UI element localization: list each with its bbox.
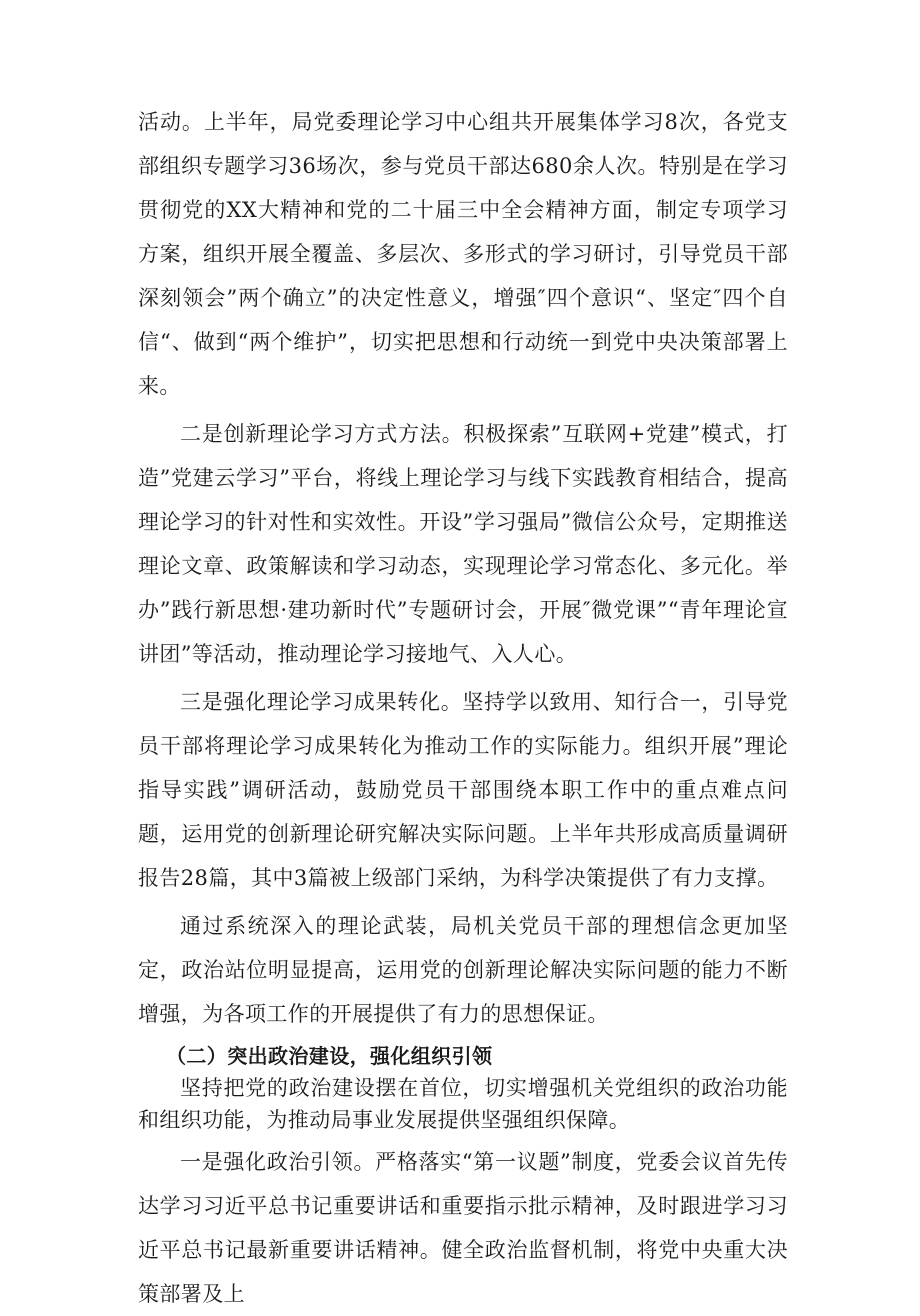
section-intro-paragraph: 坚持把党的政治建设摆在首位，切实增强机关党组织的政治功能和组织功能，为推动局事业发展提供坚强组织保障。 [138, 1076, 788, 1132]
paragraph-study-activities: 活动。上半年，局党委理论学习中心组共开展集体学习8次，各党支部组织专题学习36场次，参与党员干部达680余人次。特别是在学习贯彻党的XX大精神和党的二十届三中全会精神方面，制定专项学习方案，组织开展全覆盖、多层次、多形式的学习研讨，引导党员干部深刻领会”两个确立”的决定性意义，增强″四个意识“、坚定″四个自信“、做到“两个维护”，切实把思想和行动统一到党中央决策部署上来。 [138, 110, 788, 398]
paragraph-summary: 通过系统深入的理论武装，局机关党员干部的理想信念更加坚定，政治站位明显提高，运用党的创新理论解决实际问题的能力不断增强，为各项工作的开展提供了有力的思想保证。 [138, 914, 788, 1026]
section-heading: （二）突出政治建设，强化组织引领 [166, 1044, 493, 1068]
paragraph-transform-results: 三是强化理论学习成果转化。坚持学以致用、知行合一，引导党员干部将理论学习成果转化为推动工作的实际能力。组织开展”理论指导实践”调研活动，鼓励党员干部围绕本职工作中的重点难点问题，运用党的创新理论研究解决实际问题。上半年共形成高质量调研报告28篇，其中3篇被上级部门采纳，为科学决策提供了有力支撑。 [138, 690, 788, 890]
paragraph-innovate-methods: 二是创新理论学习方式方法。积极探索”互联网+党建”模式，打造”党建云学习”平台，将线上理论学习与线下实践教育相结合，提高理论学习的针对性和实效性。开设”学习强局”微信公众号，定期推送理论文章、政策解读和学习动态，实现理论学习常态化、多元化。举办”践行新思想·建功新时代”专题研讨会，开展″微党课”“青年理论宣讲团”等活动，推动理论学习接地气、入人心。 [138, 422, 788, 666]
paragraph-political-guidance: 一是强化政治引领。严格落实“第一议题”制度，党委会议首先传达学习习近平总书记重要讲话和重要指示批示精神，及时跟进学习习近平总书记最新重要讲话精神。健全政治监督机制，将党中央重大决策部署及上 [138, 1150, 788, 1306]
document-page [138, 100, 788, 1316]
